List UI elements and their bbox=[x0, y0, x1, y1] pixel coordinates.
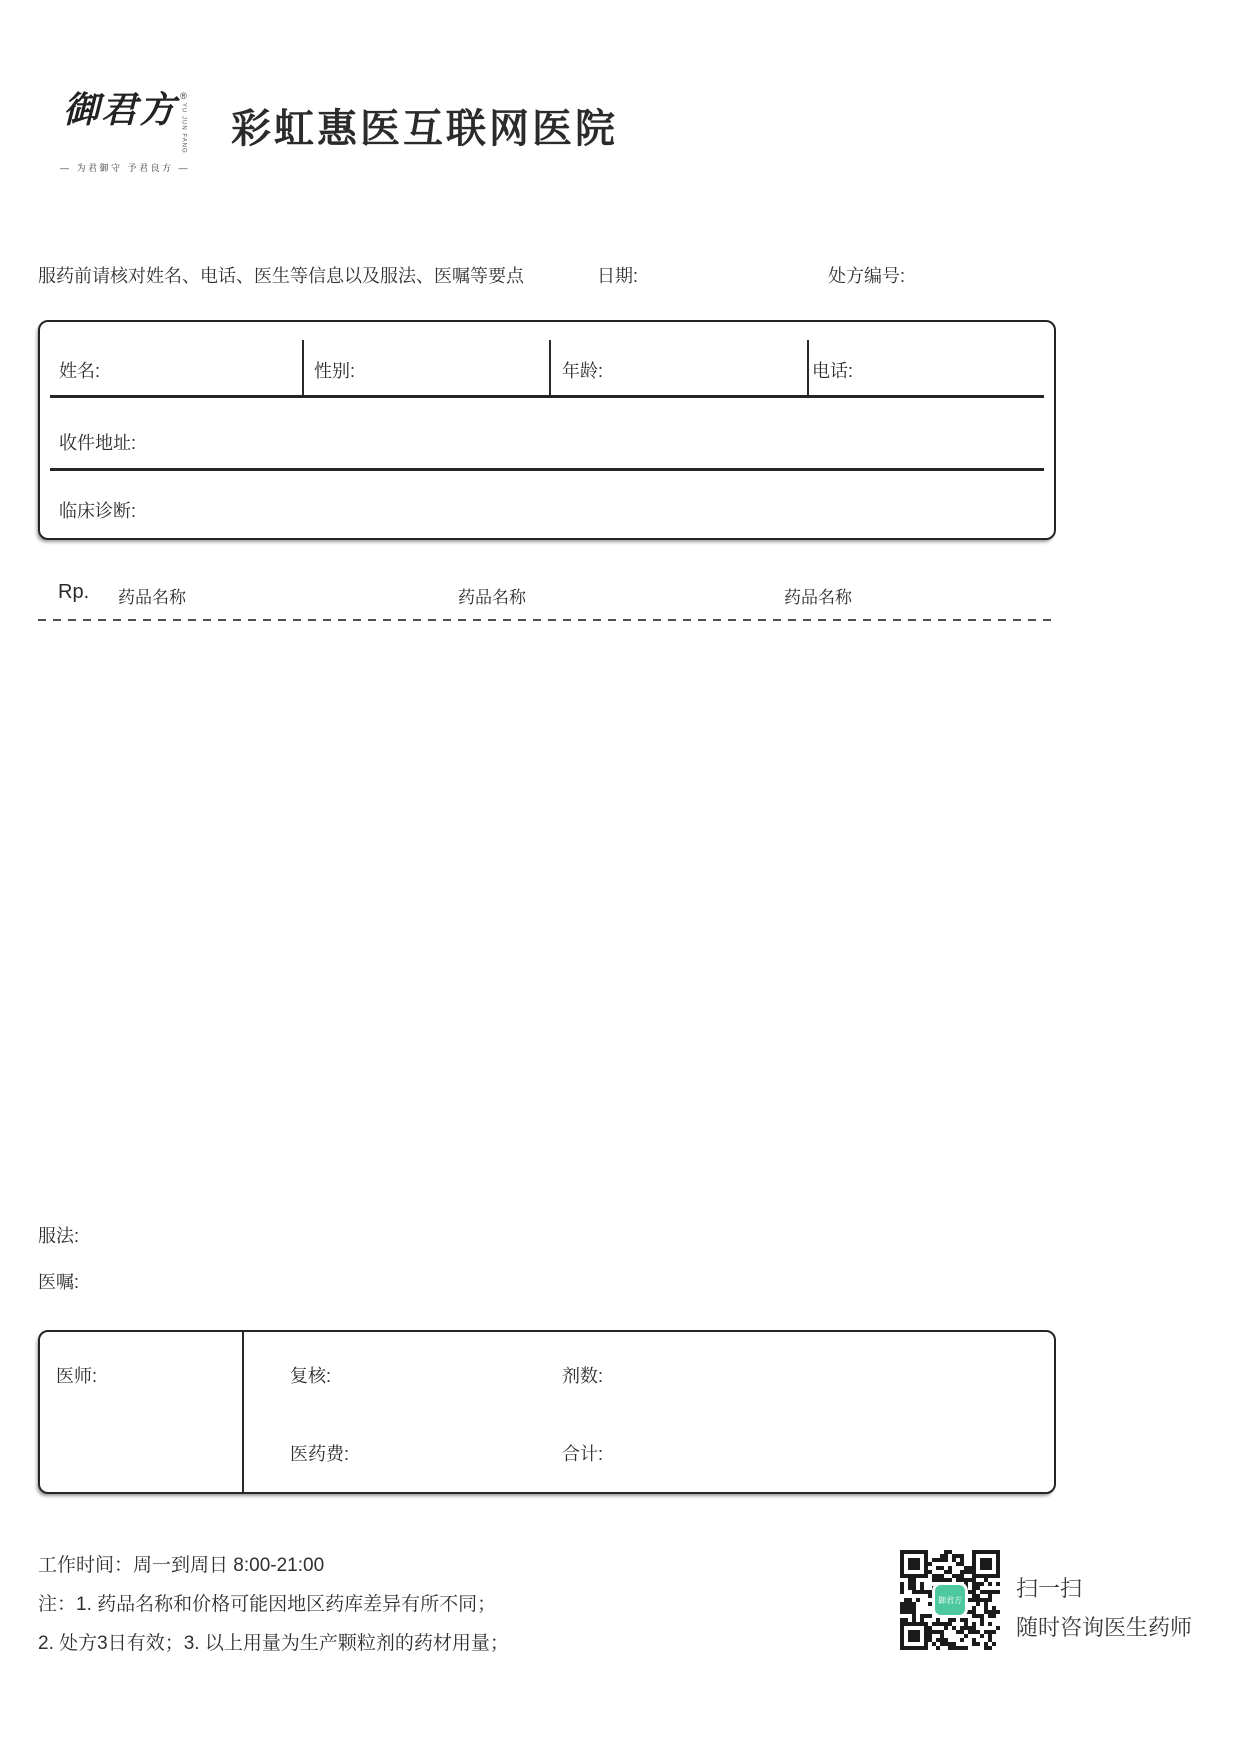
diagnosis-label: 临床诊断: bbox=[59, 501, 137, 521]
rx-number-label: 处方编号: bbox=[828, 266, 906, 286]
column-divider bbox=[807, 340, 809, 395]
brand-logo-english: YU JUN FANG bbox=[180, 103, 187, 154]
working-hours-text: 工作时间：周一到周日 8:00-21:00 bbox=[38, 1555, 325, 1576]
drug-name-column-header: 药品名称 bbox=[458, 588, 526, 607]
patient-phone-label: 电话: bbox=[812, 361, 854, 381]
rx-header-row bbox=[38, 581, 1056, 607]
drug-name-column-header: 药品名称 bbox=[118, 588, 186, 607]
scan-subtitle: 随时咨询医生药师 bbox=[1016, 1615, 1193, 1640]
notice-text: 服药前请核对姓名、电话、医生等信息以及服法、医嘱等要点 bbox=[38, 266, 524, 286]
qr-code-svg bbox=[900, 1637, 1000, 1654]
registered-trademark-icon: ® bbox=[180, 91, 187, 101]
dashed-divider bbox=[38, 619, 1056, 621]
row-divider bbox=[50, 395, 1044, 398]
row-divider bbox=[50, 468, 1044, 471]
patient-age-label: 年龄: bbox=[562, 361, 604, 381]
notice-row bbox=[38, 262, 1056, 286]
fee-label: 医药费: bbox=[290, 1444, 350, 1464]
brand-tagline: — 为君御守 予君良方 — bbox=[59, 162, 190, 173]
column-divider bbox=[549, 340, 551, 395]
advice-label: 医嘱: bbox=[38, 1272, 80, 1292]
qr-code bbox=[900, 1550, 1000, 1650]
review-label: 复核: bbox=[290, 1366, 332, 1386]
column-divider bbox=[242, 1332, 244, 1492]
footer-note-line2: 2. 处方3日有效；3. 以上用量为生产颗粒剂的药材用量； bbox=[38, 1633, 509, 1654]
patient-gender-label: 性别: bbox=[314, 361, 356, 381]
qr-center-logo: 御君方 bbox=[935, 1585, 965, 1615]
usage-label: 服法: bbox=[38, 1226, 80, 1246]
address-label: 收件地址: bbox=[59, 433, 137, 453]
doctor-label: 医师: bbox=[56, 1366, 98, 1386]
patient-name-label: 姓名: bbox=[59, 361, 101, 381]
footer-note-line1: 注：1. 药品名称和价格可能因地区药库差异有所不同； bbox=[38, 1594, 497, 1615]
drug-name-column-header: 药品名称 bbox=[784, 588, 852, 607]
brand-logo-text: 御君方 bbox=[63, 89, 178, 131]
rp-label: Rp. bbox=[58, 581, 90, 603]
doses-label: 剂数: bbox=[562, 1366, 604, 1386]
patient-info-box bbox=[38, 320, 1056, 540]
column-divider bbox=[302, 340, 304, 395]
scan-title: 扫一扫 bbox=[1016, 1576, 1083, 1601]
hospital-title: 彩虹惠医互联网医院 bbox=[231, 107, 618, 151]
brand-logo-side bbox=[180, 90, 187, 154]
signature-box bbox=[38, 1330, 1056, 1494]
brand-logo bbox=[55, 90, 195, 174]
total-label: 合计: bbox=[562, 1444, 604, 1464]
date-label: 日期: bbox=[597, 266, 639, 286]
